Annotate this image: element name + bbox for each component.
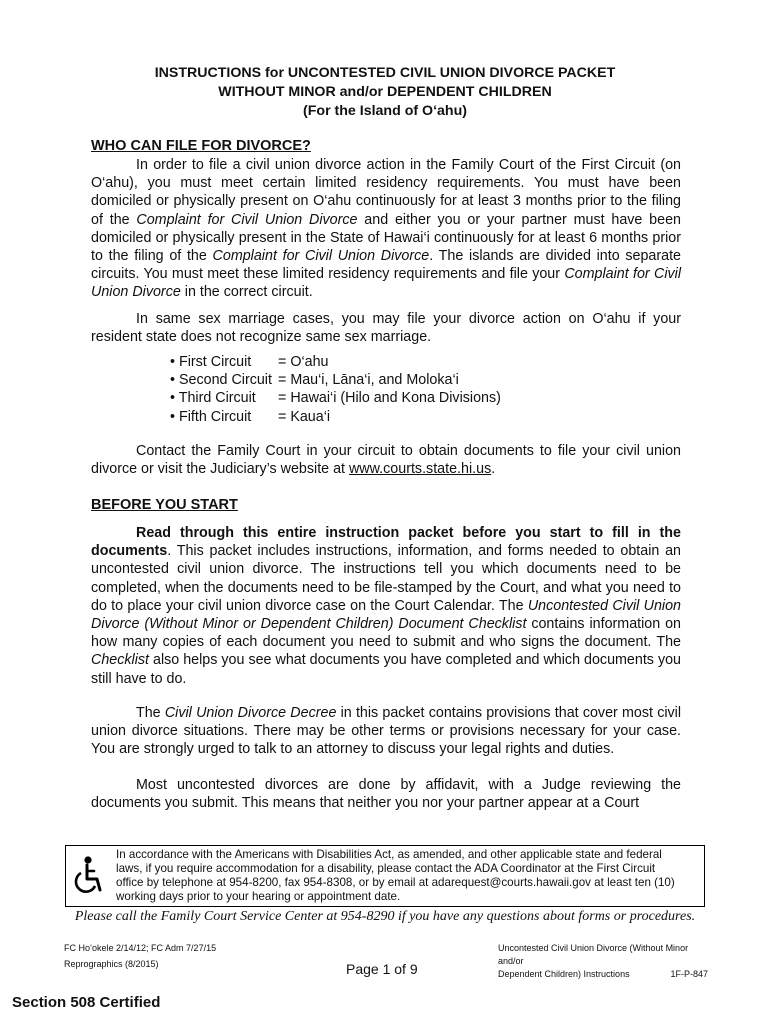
residency-paragraph: In order to file a civil union divorce action in the Family Court of the First Circuit (on O‘ahu), you must meet certain limited residency requirements. You must have been domiciled or physically present on O‘ahu continuously for at least 3 months prior to the filing of the Complaint for Civil Union Divorce and either you or your partner must have been domiciled or physically present in the State of Hawai‘i continuously for at least 6 months prior to the filing of the Complaint for Civil Union Divorce. The islands are divided into separate circuits. You must meet these limited residency requirements and file your Complaint for Civil Union Divorce in the correct circuit. xyxy=(91,157,681,301)
document-title xyxy=(60,64,710,121)
affidavit-paragraph: Most uncontested divorces are done by affidavit, with a Judge reviewing the documents you submit. This means that neither you nor your partner appear at a Court xyxy=(91,777,681,812)
list-item: • Second Circuit = Mau‘i, Lāna‘i, and Moloka‘i xyxy=(170,372,459,389)
title-line-3: (For the Island of O‘ahu) xyxy=(303,103,467,119)
service-center-note: Please call the Family Court Service Center at 954-8290 if you have any questions about forms or procedures. xyxy=(74,909,696,924)
footer-left: FC Ho‘okele 2/14/12; FC Adm 7/27/15 Reprographics (8/2015) xyxy=(64,943,217,969)
ada-notice-text: In accordance with the Americans with Disabilities Act, as amended, and other applicable state and federal laws, if you require accommodation for a disability, please contact the ADA Coordinator at the First Circuit office by telephone at 954-8200, fax 954-8308, or by email at adarequest@courts.hawaii.gov at least ten (10) working days prior to your hearing or appointment date. xyxy=(116,848,675,903)
circuit-list xyxy=(170,353,501,426)
footer-right: Uncontested Civil Union Divorce (Without Minor and/or Dependent Children) Instructions 1F-P-847 xyxy=(498,943,708,979)
decree-paragraph: The Civil Union Divorce Decree in this packet contains provisions that cover most civil union divorce situations. There may be other terms or provisions necessary for your case. You are strongly urged to talk to an attorney to discuss your legal rights and duties. xyxy=(91,705,682,758)
wheelchair-icon xyxy=(66,846,110,906)
same-sex-paragraph: In same sex marriage cases, you may file your divorce action on O‘ahu if your resident state does not recognize same sex marriage. xyxy=(91,311,681,346)
ada-notice-box xyxy=(65,845,705,907)
judiciary-website-link[interactable]: www.courts.state.hi.us xyxy=(348,461,492,478)
contact-paragraph: Contact the Family Court in your circuit to obtain documents to file your civil union divorce or visit the Judiciary’s website at www.courts.state.hi.us. xyxy=(91,443,681,478)
title-line-1: INSTRUCTIONS for UNCONTESTED CIVIL UNION DIVORCE PACKET xyxy=(154,65,616,81)
page-number: Page 1 of 9 xyxy=(346,961,418,977)
read-packet-paragraph: Read through this entire instruction packet before you start to fill in the documents. This packet includes instructions, information, and forms needed to obtain an uncontested civil union divorce. The instructions tell you which documents need to be completed, when the documents need to be file-stamped by the Court, and what you need to do to place your civil union divorce case on the Court Calendar. The Uncontested Civil Union Divorce (Without Minor or Dependent Children) Document Checklist contains information on how many copies of each document you need to submit and who signs the document. The Checklist also helps you see what documents you have completed and which documents you still have to do. xyxy=(91,525,682,687)
section-508-certification: Section 508 Certified xyxy=(12,994,161,1011)
list-item: • Fifth Circuit = Kaua‘i xyxy=(170,408,331,425)
before-you-start-heading: BEFORE YOU START xyxy=(91,497,238,513)
title-line-2: WITHOUT MINOR and/or DEPENDENT CHILDREN xyxy=(218,84,552,100)
list-item: • Third Circuit = Hawai‘i (Hilo and Kona Divisions) xyxy=(170,390,501,407)
who-can-file-heading: WHO CAN FILE FOR DIVORCE? xyxy=(91,138,311,154)
list-item: • First Circuit = O‘ahu xyxy=(170,354,329,370)
